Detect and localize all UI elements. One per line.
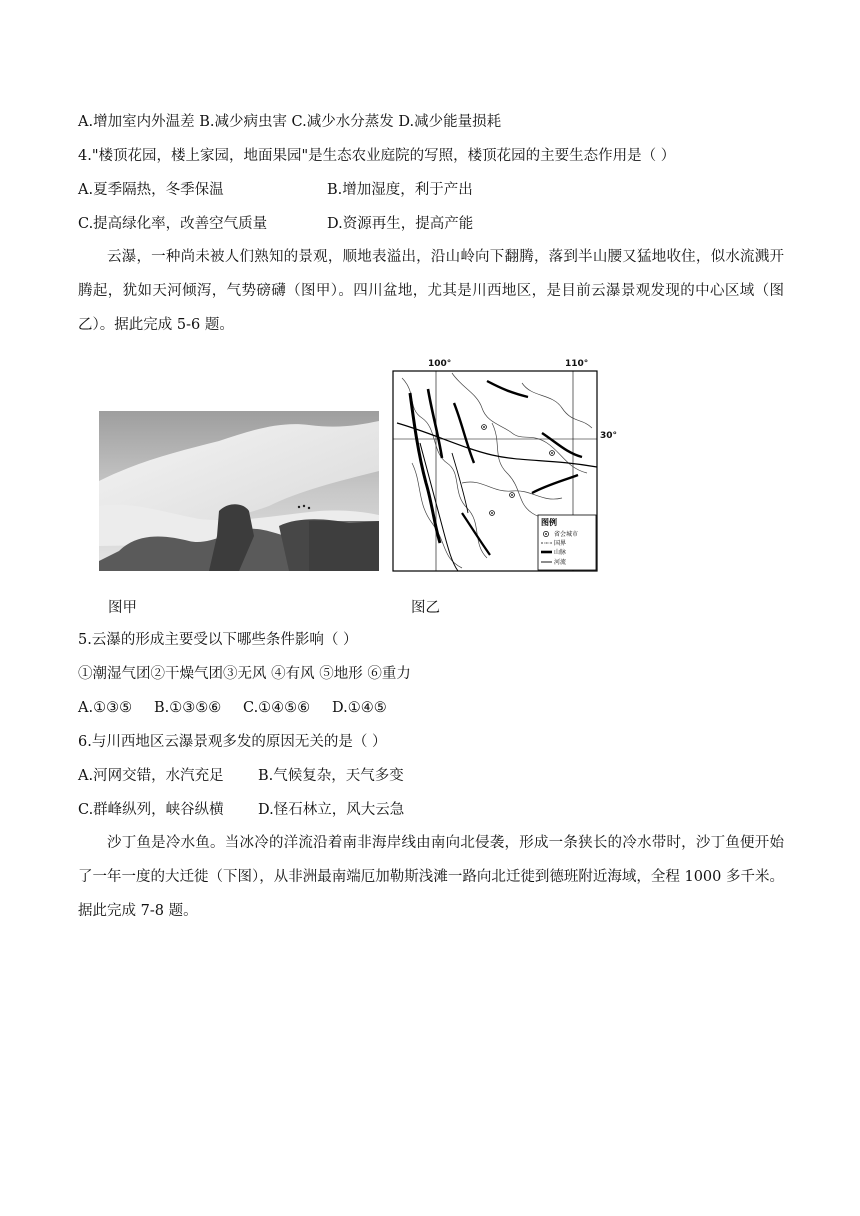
figure-jia-caption: 图甲 <box>108 600 137 616</box>
q5-option-d: D.①④⑤ <box>332 700 387 716</box>
q6-stem: 6.与川西地区云瀑景观多发的原因无关的是（ ） <box>78 734 387 750</box>
map-legend-item-capital: 省会城市 <box>554 531 579 538</box>
figure-yi-caption: 图乙 <box>411 600 440 616</box>
figure-jia-cloud-waterfall-photo <box>99 411 379 571</box>
q4-option-a: A.夏季隔热，冬季保温 <box>78 182 224 198</box>
map-legend-item-mountain: 山脉 <box>554 549 567 556</box>
map-legend-title: 图例 <box>541 518 557 527</box>
map-legend-item-river: 河流 <box>554 559 567 566</box>
map-latitude-30-label: 30° <box>600 431 618 441</box>
q4-option-b: B.增加湿度，利于产出 <box>327 182 473 198</box>
q6-option-d: D.怪石林立，风大云急 <box>258 802 405 818</box>
q5-stem: 5.云瀑的形成主要受以下哪些条件影响（ ） <box>78 632 358 648</box>
passage-cloud-waterfall: 云瀑，一种尚未被人们熟知的景观，顺地表溢出，沿山岭向下翻腾，落到半山腰又猛地收住，似水流溅开腾起，犹如天河倾泻，气势磅礴（图甲）。四川盆地，尤其是川西地区，是目前云瀑景观发现的中心区域（图乙）。据此完成 5-6 题。 <box>78 249 784 333</box>
figure-yi-map <box>392 359 618 573</box>
map-longitude-100-label: 100° <box>428 359 452 369</box>
q6-option-b: B.气候复杂，天气多变 <box>258 768 404 784</box>
q5-option-a: A.①③⑤ <box>78 700 133 716</box>
q4-stem: 4."楼顶花园，楼上家园，地面果园"是生态农业庭院的写照，楼顶花园的主要生态作用是（ ） <box>78 148 676 164</box>
passage-sardine-migration: 沙丁鱼是冷水鱼。当冰冷的洋流沿着南非海岸线由南向北侵袭，形成一条狭长的冷水带时，沙丁鱼便开始了一年一度的大迁徙（下图），从非洲最南端厄加勒斯浅滩一路向北迁徙到德班附近海域，全程 1000 多千米。据此完成 7-8 题。 <box>78 835 784 919</box>
q5-option-c: C.①④⑤⑥ <box>243 700 311 716</box>
map-legend-item-border: 国界 <box>554 540 567 547</box>
q6-option-a: A.河网交错，水汽充足 <box>78 768 224 784</box>
q4-option-d: D.资源再生，提高产能 <box>327 216 474 232</box>
q5-conditions: ①潮湿气团②干燥气团③无风 ④有风 ⑤地形 ⑥重力 <box>78 666 411 682</box>
q6-option-c: C.群峰纵列，峡谷纵横 <box>78 802 224 818</box>
q3-options-line: A.增加室内外温差 B.减少病虫害 C.减少水分蒸发 D.减少能量损耗 <box>78 114 502 130</box>
q5-option-b: B.①③⑤⑥ <box>154 700 222 716</box>
q4-option-c: C.提高绿化率，改善空气质量 <box>78 216 268 232</box>
map-longitude-110-label: 110° <box>565 359 589 369</box>
